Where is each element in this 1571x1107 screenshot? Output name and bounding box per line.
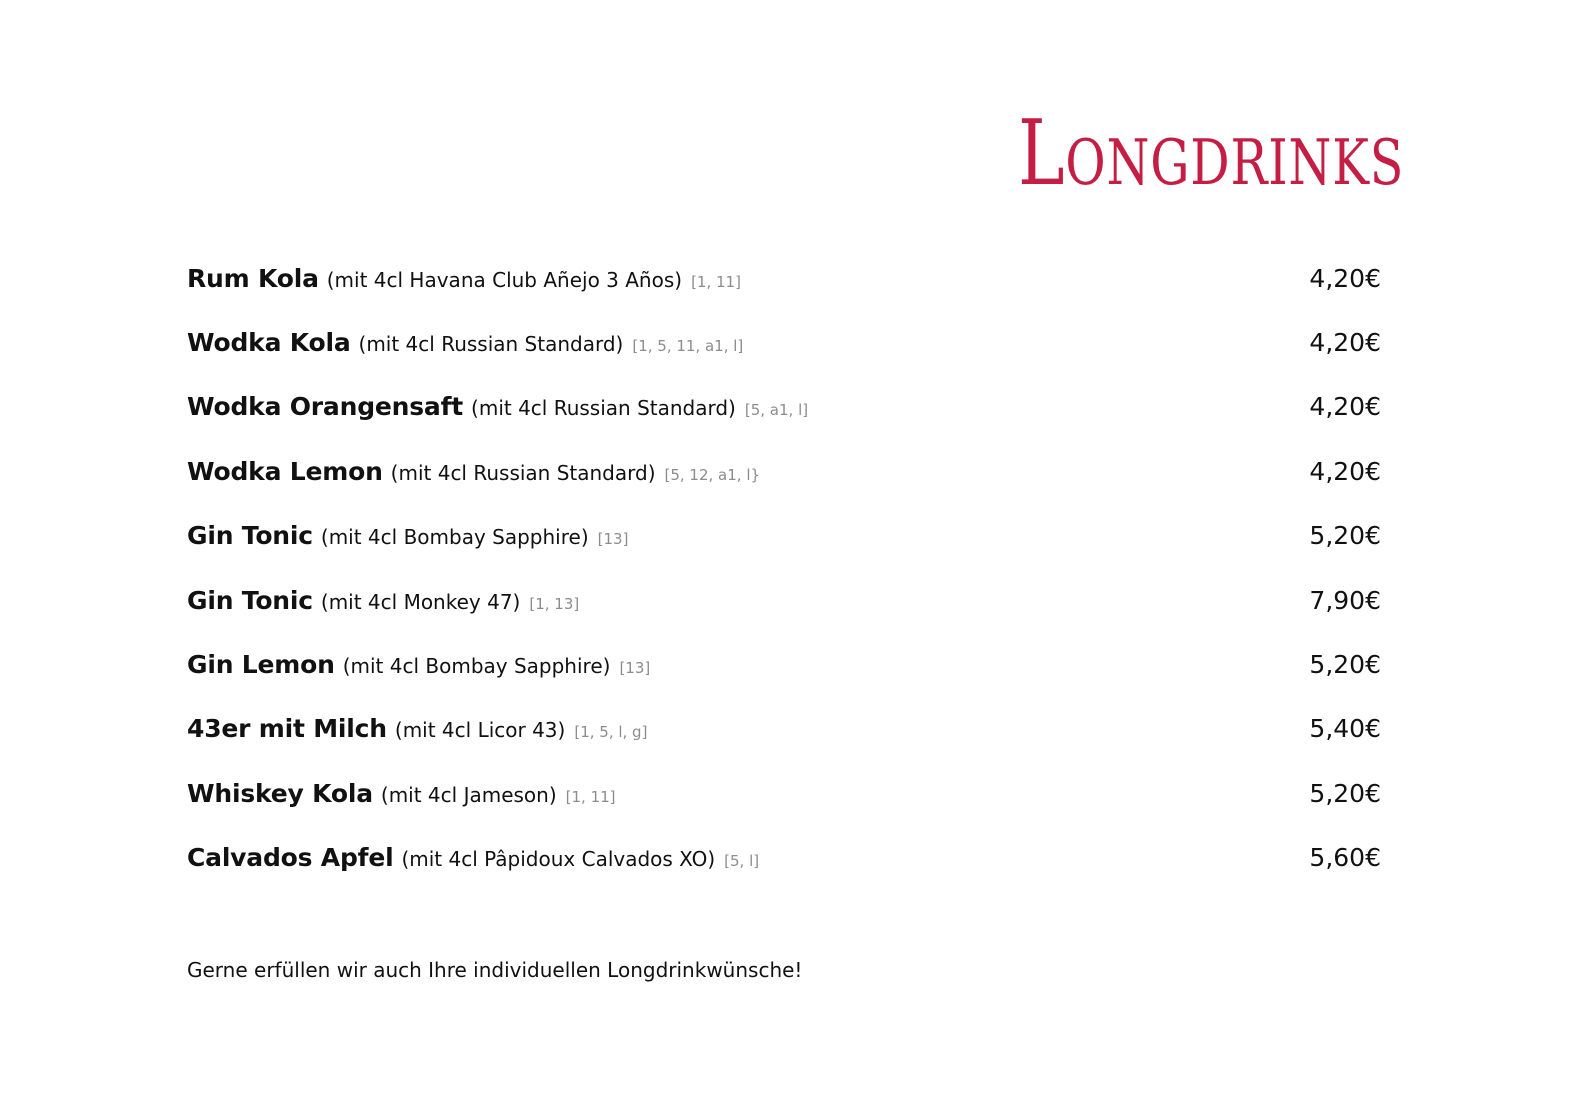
item-name: Gin Tonic (187, 521, 313, 551)
item-price: 5,20€ (1309, 650, 1381, 680)
item-allergens: [1, 13] (529, 594, 580, 613)
item-name: 43er mit Milch (187, 714, 387, 744)
item-allergens: [5, l] (724, 852, 760, 871)
item-description (187, 586, 579, 615)
item-name: Gin Lemon (187, 650, 335, 680)
menu-item (187, 761, 1387, 825)
item-description (187, 843, 759, 872)
item-detail: (mit 4cl Russian Standard) (471, 396, 736, 421)
item-name: Whiskey Kola (187, 778, 373, 808)
item-price: 4,20€ (1309, 392, 1381, 422)
menu-list (187, 246, 1387, 890)
item-detail: (mit 4cl Jameson) (380, 782, 557, 807)
page-title: Longdrinks (1018, 101, 1405, 206)
item-price: 5,40€ (1309, 714, 1381, 744)
item-description (187, 328, 743, 357)
item-detail: (mit 4cl Russian Standard) (390, 460, 656, 485)
menu-item (187, 375, 1387, 439)
item-name: Gin Tonic (187, 585, 313, 615)
item-description (187, 521, 628, 550)
item-name: Wodka Orangensaft (187, 392, 464, 422)
item-price: 5,20€ (1309, 778, 1381, 808)
item-price: 4,20€ (1309, 328, 1381, 358)
footer-note: Gerne erfüllen wir auch Ihre individuellen Longdrinkwünsche! (187, 958, 803, 982)
item-description (187, 264, 741, 293)
menu-item (187, 310, 1387, 374)
item-description (187, 650, 650, 679)
item-allergens: [5, 12, a1, l} (664, 465, 761, 484)
menu-item (187, 246, 1387, 310)
item-description (187, 457, 760, 486)
menu-item (187, 697, 1387, 761)
item-allergens: [1, 11] (565, 787, 616, 806)
item-name: Wodka Kola (187, 328, 351, 358)
item-detail: (mit 4cl Monkey 47) (320, 589, 521, 614)
item-allergens: [1, 5, l, g] (574, 723, 648, 742)
item-price: 5,60€ (1309, 843, 1381, 873)
item-price: 4,20€ (1309, 456, 1381, 486)
item-allergens: [1, 5, 11, a1, l] (632, 337, 744, 356)
item-allergens: [13] (597, 530, 629, 549)
item-detail: (mit 4cl Havana Club Añejo 3 Años) (326, 267, 683, 292)
item-detail: (mit 4cl Russian Standard) (358, 332, 624, 357)
item-description (187, 392, 808, 421)
item-name: Rum Kola (187, 263, 319, 293)
item-allergens: [1, 11] (691, 272, 741, 291)
item-price: 4,20€ (1309, 263, 1381, 293)
item-description (187, 779, 616, 808)
item-description (187, 714, 647, 743)
item-detail: (mit 4cl Bombay Sapphire) (342, 654, 611, 679)
item-detail: (mit 4cl Licor 43) (394, 718, 566, 743)
menu-item (187, 568, 1387, 632)
item-price: 5,20€ (1309, 521, 1381, 551)
item-allergens: [5, a1, l] (744, 401, 809, 420)
item-allergens: [13] (619, 659, 651, 678)
item-name: Calvados Apfel (187, 843, 394, 873)
item-name: Wodka Lemon (187, 456, 383, 486)
item-detail: (mit 4cl Bombay Sapphire) (320, 525, 589, 550)
item-detail: (mit 4cl Pâpidoux Calvados XO) (401, 847, 716, 872)
menu-item (187, 439, 1387, 503)
menu-item (187, 504, 1387, 568)
menu-item (187, 632, 1387, 696)
menu-item (187, 826, 1387, 890)
item-price: 7,90€ (1309, 585, 1381, 615)
